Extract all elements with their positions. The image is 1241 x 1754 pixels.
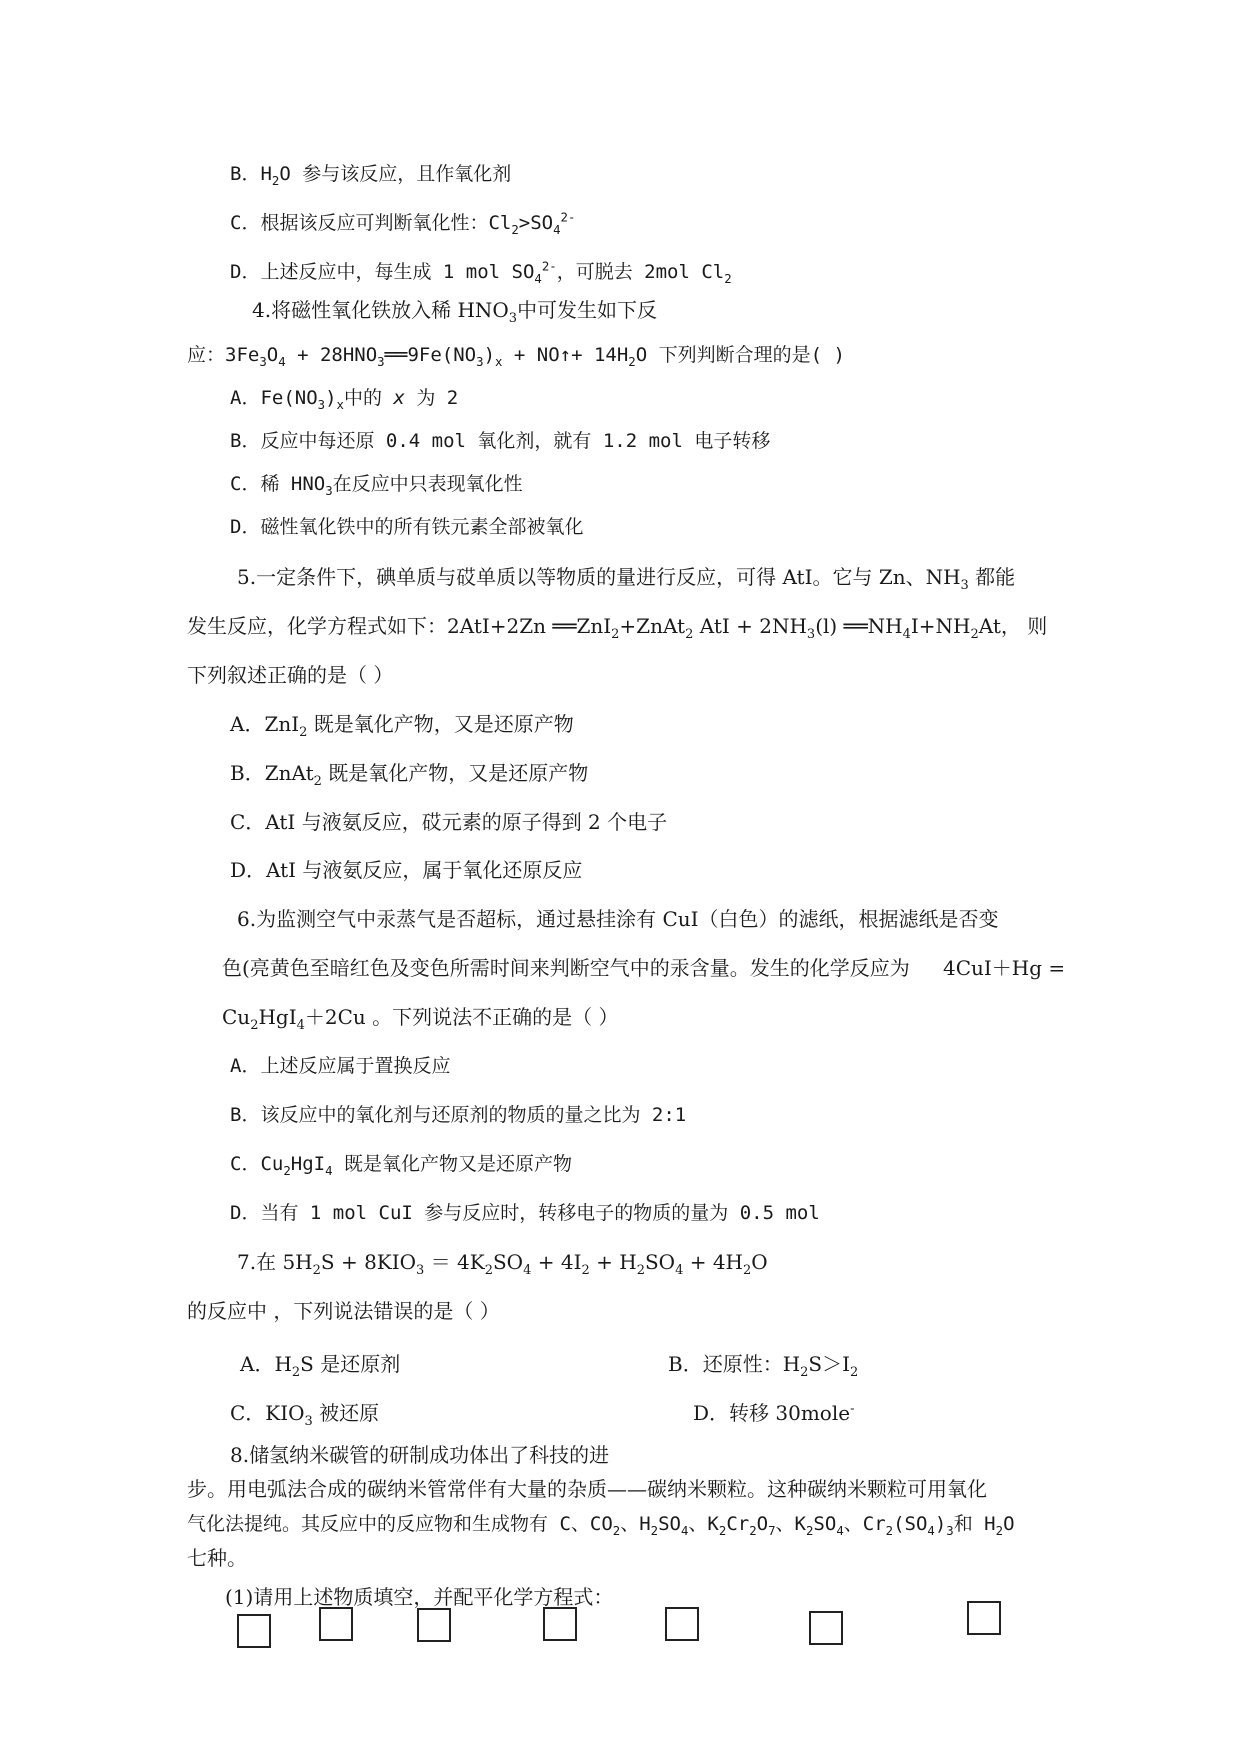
question-5-equation: 发生反应，化学方程式如下：2AtI+2Zn ══ZnI$_2$+ZnAt$_2$ AtI + $2NH_3(l)$ $══NH_4I+NH_2At$， 则: [187, 614, 1048, 642]
question-4-equation: 应：$3Fe_3O_4$ + $28HNO_3══9Fe(NO_3)_x$ + NO↑+ $14H_2O$ 下列判断合理的是( ): [187, 344, 845, 369]
option-7c: C．$KIO_3$ 被还原: [230, 1401, 380, 1429]
option-6b: B．该反应中的氧化剂与还原剂的物质的量之比为 2:1: [230, 1104, 687, 1126]
question-7-equation: 7.在 $5H_2S + 8KIO_3 = 4K_2SO_4 + 4I_2 + H_2SO_4 + 4H_2O$: [237, 1250, 768, 1278]
option-4a: A．$Fe(NO_3)_x$中的 x 为 2: [230, 387, 459, 412]
option-3b: B．$H_2O$ 参与该反应，且作氧化剂: [230, 163, 512, 188]
answer-box[interactable]: [967, 1601, 1001, 1635]
option-5d: D．AtI 与液氨反应，属于氧化还原反应: [230, 858, 583, 882]
option-7d: D．转移 30mole-: [693, 1401, 855, 1425]
option-6d: D．当有 1 mol CuI 参与反应时，转移电子的物质的量为 0.5 mol: [230, 1202, 820, 1224]
answer-box[interactable]: [319, 1607, 353, 1641]
question-5-prompt: 下列叙述正确的是（ ）: [187, 663, 394, 687]
option-3c: C．根据该反应可判断氧化性：$Cl_2>SO_4^{2-}$: [230, 210, 576, 237]
question-8-stem-4: 七种。: [187, 1546, 247, 1570]
question-8-stem-2: 步。用电弧法合成的碳纳米管常伴有大量的杂质——碳纳米颗粒。这种碳纳米颗粒可用氧化: [187, 1477, 987, 1501]
answer-box[interactable]: [417, 1608, 451, 1642]
option-5b: B．ZnAt$_2$ 既是氧化产物，又是还原产物: [230, 761, 589, 789]
option-5a: A．ZnI$_2$ 既是氧化产物，又是还原产物: [230, 712, 574, 740]
option-4c: C．稀 $HNO_3$在反应中只表现氧化性: [230, 473, 523, 498]
question-6-stem-3: $Cu_2HgI_4+2Cu$ 。下列说法不正确的是（ ）: [222, 1005, 619, 1033]
question-6-reaction: 4CuI＋Hg =: [943, 956, 1066, 980]
option-7a: A．$H_2S$ 是还原剂: [240, 1352, 401, 1380]
option-7b: B．还原性：$H_2S>I_2$: [668, 1352, 859, 1380]
question-5-stem: 5.一定条件下，碘单质与砹单质以等物质的量进行反应，可得 AtI。它与 Zn、$NH_3$ 都能: [237, 565, 1016, 593]
question-8-stem-3: 气化法提纯。其反应中的反应物和生成物有 C、$CO_2$、$H_2SO_4$、$K_2Cr_2O_7$、$K_2SO_4$、$Cr_2(SO_4)_3$和 $H_2O$: [187, 1513, 1015, 1538]
answer-box[interactable]: [665, 1607, 699, 1641]
answer-box[interactable]: [809, 1611, 843, 1645]
question-4-stem: 4.将磁性氧化铁放入稀 $HNO_3$中可发生如下反: [252, 298, 658, 326]
question-8-stem: 8.储氢纳米碳管的研制成功体出了科技的进: [230, 1443, 610, 1467]
option-5c: C．AtI 与液氨反应，砹元素的原子得到 2 个电子: [230, 810, 668, 834]
option-3d: D．上述反应中，每生成 1 mol $SO_4^{2-}$，可脱去 2mol $Cl_2$: [230, 259, 732, 286]
option-4b: B．反应中每还原 0.4 mol 氧化剂，就有 1.2 mol 电子转移: [230, 430, 771, 452]
answer-box[interactable]: [543, 1607, 577, 1641]
option-6c: C．$Cu_2HgI_4$ 既是氧化产物又是还原产物: [230, 1153, 572, 1178]
question-7-prompt: 的反应中 ，下列说法错误的是（ ）: [187, 1299, 500, 1323]
answer-box[interactable]: [237, 1614, 271, 1648]
question-8-part-1: (1)请用上述物质填空，并配平化学方程式：: [225, 1585, 614, 1609]
option-4d: D．磁性氧化铁中的所有铁元素全部被氧化: [230, 516, 584, 538]
question-6-stem: 6.为监测空气中汞蒸气是否超标，通过悬挂涂有 CuI（白色）的滤纸，根据滤纸是否变: [237, 907, 999, 931]
option-6a: A．上述反应属于置换反应: [230, 1055, 451, 1077]
question-6-stem-2: 色(亮黄色至暗红色及变色所需时间来判断空气中的汞含量。发生的化学反应为: [222, 956, 910, 980]
